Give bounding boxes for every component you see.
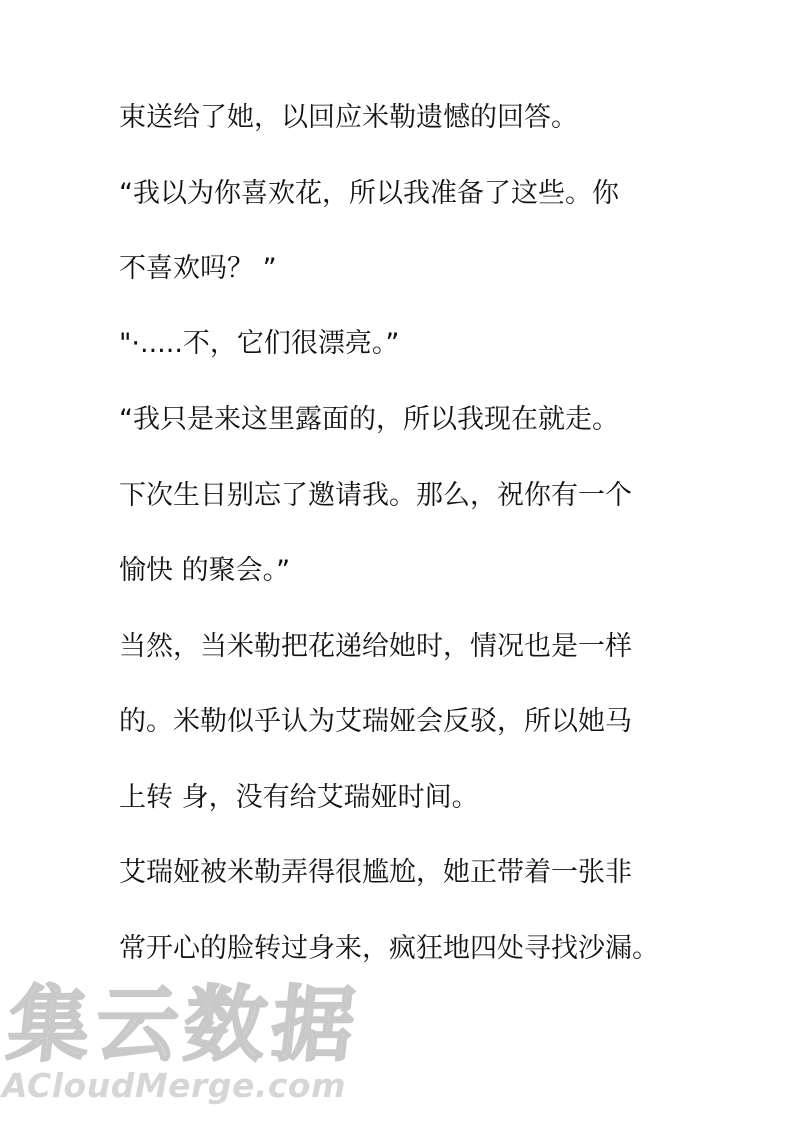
text-line: 下次生日别忘了邀请我。那么，祝你有一个 [119,480,632,511]
text-line: 愉快 的聚会。” [119,555,291,586]
text-line: “我只是来这里露面的，所以我现在就走。 [119,404,619,435]
text-line: “我以为你喜欢花，所以我准备了这些。你 [119,178,619,209]
text-line: 的。米勒似乎认为艾瑞娅会反驳，所以她马 [119,706,632,737]
text-line: "·.....不，它们很漂亮。” [119,328,400,359]
text-line: 束送给了她，以回应米勒遗憾的回答。 [119,102,578,133]
text-line: 常开心的脸转过身来，疯狂地四处寻找沙漏。 [119,933,659,964]
text-line: 不喜欢吗？ ” [119,253,277,284]
watermark-chinese-text: 集云数据 [3,978,366,1073]
text-line: 上转 身，没有给艾瑞娅时间。 [119,782,479,813]
watermark [0,978,420,1118]
text-line: 当然，当米勒把花递给她时，情况也是一样 [119,631,632,662]
watermark-english-text: ACloudMerge.com [2,1066,346,1105]
text-line: 艾瑞娅被米勒弄得很尴尬，她正带着一张非 [119,857,632,888]
